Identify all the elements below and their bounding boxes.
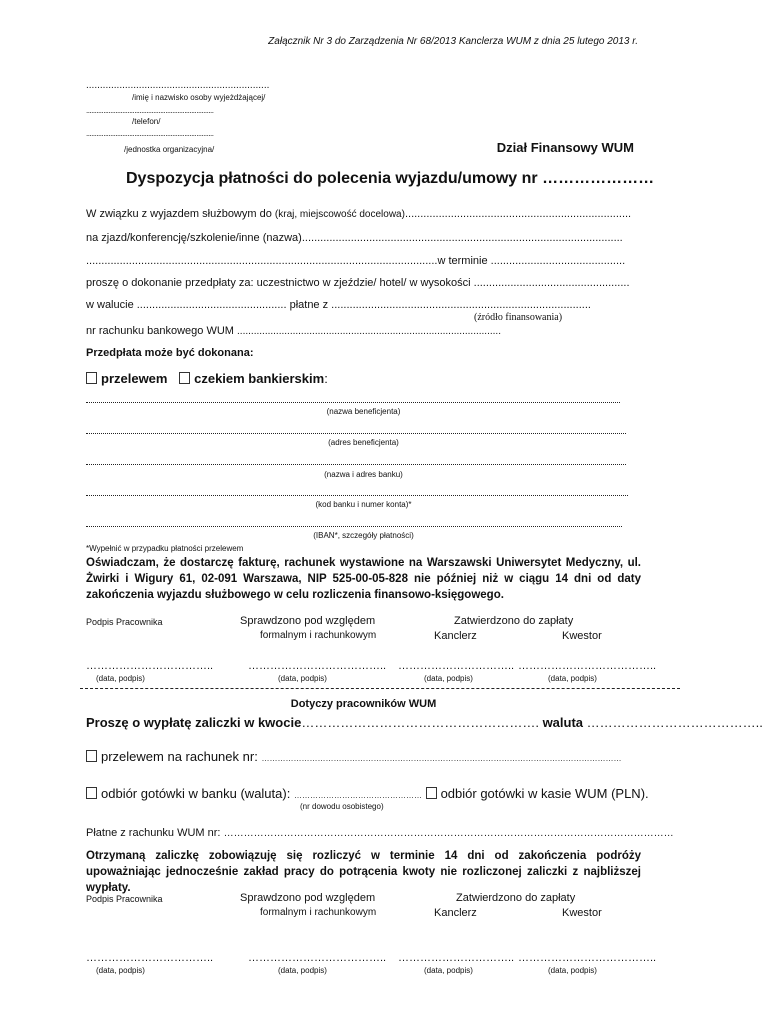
declaration-text: Oświadczam, że dostarczę fakturę, rachunek wystawione na Warszawski Uniwersytet Medyczny, ul. Żwirki i Wigury 61, 02-091 Warszawa, NIP 525-00-05-828 nie później niż w ciągu 14 dni od daty zakończenia wyjazdu służbowego w celu rozliczenia finansowo-księgowego. bbox=[86, 557, 641, 601]
cash-bank-dots[interactable]: ………………………………………… bbox=[293, 791, 422, 800]
cash-line[interactable] bbox=[86, 786, 649, 801]
trip-destination-label: W związku z wyjazdem służbowym do bbox=[86, 208, 272, 220]
bank-account-label: nr rachunku bankowego WUM bbox=[86, 325, 234, 337]
event-name-dots[interactable]: ......................................................................................................... bbox=[301, 232, 623, 244]
currency-label: w walucie bbox=[86, 299, 134, 311]
date-signature-label-2: (data, podpis) bbox=[424, 966, 473, 975]
amount-dots[interactable]: ................................................... bbox=[473, 277, 630, 289]
transfer-option-label: przelewem bbox=[101, 371, 168, 386]
cheque-checkbox[interactable] bbox=[179, 372, 190, 384]
name-label: /imię i nazwisko osoby wyjeżdżającej/ bbox=[132, 93, 266, 102]
bank-name-field[interactable] bbox=[86, 464, 626, 465]
payable-label: płatne z bbox=[289, 299, 329, 311]
beneficiary-name-label: (nazwa beneficjenta) bbox=[326, 407, 401, 416]
cash-wum-label: odbiór gotówki w kasie WUM (PLN) bbox=[440, 786, 646, 801]
approved-label-2: Zatwierdzono do zapłaty bbox=[456, 892, 576, 904]
unit-line[interactable]: .......................................................................... bbox=[86, 129, 214, 138]
wum-account-dots[interactable]: ……………………………………………………………………………………………………………………… bbox=[223, 828, 674, 839]
phone-line[interactable]: .......................................................................... bbox=[86, 106, 214, 115]
transfer-account-checkbox[interactable] bbox=[86, 750, 97, 762]
chancellor-label: Kanclerz bbox=[434, 630, 477, 642]
transfer-account-dots[interactable]: ……………………………………………………………………………………………………………………… bbox=[261, 754, 622, 763]
phone-label: /telefon/ bbox=[132, 117, 161, 126]
section-divider bbox=[80, 688, 680, 689]
employee-signature-dots-2[interactable]: …………………………….. bbox=[86, 952, 214, 964]
advance-label: Proszę o wypłatę zaliczki w kwocie bbox=[86, 715, 302, 730]
trip-line-4[interactable] bbox=[86, 277, 630, 289]
trip-line-3[interactable] bbox=[86, 255, 625, 267]
chancellor-signature-dots[interactable]: ………………………….. bbox=[398, 660, 515, 672]
date-signature-label-2: (data, podpis) bbox=[278, 966, 327, 975]
advance-line[interactable] bbox=[86, 715, 763, 730]
attachment-note: Załącznik Nr 3 do Zarządzenia Nr 68/2013 Kanclerza WUM z dnia 25 lutego 2013 r. bbox=[268, 36, 638, 47]
bank-account-dots[interactable]: ............................................................................................... bbox=[237, 326, 501, 337]
transfer-account-line[interactable] bbox=[86, 749, 621, 764]
checked-label: Sprawdzono pod względem bbox=[240, 615, 376, 627]
date-signature-label: (data, podpis) bbox=[548, 674, 597, 683]
wum-account-label: Płatne z rachunku WUM nr: bbox=[86, 827, 221, 839]
date-signature-label-2: (data, podpis) bbox=[548, 966, 597, 975]
cash-bank-label: odbiór gotówki w banku (waluta): bbox=[101, 786, 291, 801]
employee-signature-label: Podpis Pracownika bbox=[86, 617, 163, 627]
beneficiary-address-field[interactable] bbox=[86, 433, 626, 434]
checked-label-2: Sprawdzono pod względem bbox=[240, 892, 376, 904]
trip-destination-dots[interactable]: .......................................................................... bbox=[404, 208, 632, 220]
cash-wum-checkbox[interactable] bbox=[426, 787, 437, 799]
chancellor-label-2: Kanclerz bbox=[434, 907, 477, 919]
checked-signature-dots[interactable]: ……………………………….. bbox=[248, 660, 387, 672]
quaestor-label-2: Kwestor bbox=[562, 907, 602, 919]
prepay-heading: Przedpłata może być dokonana: bbox=[86, 347, 254, 359]
trip-line-5[interactable] bbox=[86, 299, 591, 311]
checked-sub-label: formalnym i rachunkowym bbox=[260, 630, 377, 641]
prepayment-label: proszę o dokonanie przedpłaty za: uczestnictwo w zjeździe/ hotel/ w wysokości bbox=[86, 277, 471, 289]
trip-line-1[interactable] bbox=[86, 208, 631, 220]
trip-destination-hint: (kraj, miejscowość docelowa) bbox=[274, 209, 405, 220]
beneficiary-name-field[interactable] bbox=[86, 402, 620, 403]
checked-sub-label-2: formalnym i rachunkowym bbox=[260, 907, 377, 918]
advance-currency-label: waluta bbox=[542, 715, 584, 730]
event-name-continuation-dots[interactable]: ................................................................................................................... bbox=[86, 255, 438, 267]
bank-code-label: (kod banku i numer konta)* bbox=[315, 500, 412, 509]
checked-signature-dots-2[interactable]: ……………………………….. bbox=[248, 952, 387, 964]
date-signature-label: (data, podpis) bbox=[424, 674, 473, 683]
iban-label: (IBAN*, szczegóły płatności) bbox=[313, 531, 414, 540]
date-signature-label: (data, podpis) bbox=[278, 674, 327, 683]
document-title: Dyspozycja płatności do polecenia wyjazdu/umowy nr ………………… bbox=[126, 170, 655, 187]
date-signature-label-2: (data, podpis) bbox=[96, 966, 145, 975]
cheque-option-label: czekiem bankierskim bbox=[194, 371, 325, 386]
obligation-text: Otrzymaną zaliczkę zobowiązuję się rozliczyć w terminie 14 dni od zakończenia podróży upoważniając jednocześnie zakład pracy do potrącenia kwoty nie rozliczonej zaliczki z najbliższej wypłaty. bbox=[86, 850, 641, 894]
id-number-hint: (nr dowodu osobistego) bbox=[300, 802, 384, 811]
chancellor-signature-dots-2[interactable]: ………………………….. bbox=[398, 952, 515, 964]
footnote: *Wypełnić w przypadku płatności przelewem bbox=[86, 544, 244, 553]
term-label: w terminie bbox=[437, 255, 488, 267]
employees-heading: Dotyczy pracowników WUM bbox=[290, 698, 437, 710]
approved-label: Zatwierdzono do zapłaty bbox=[454, 615, 574, 627]
iban-field[interactable] bbox=[86, 526, 622, 527]
cheque-option-colon: : bbox=[324, 371, 328, 386]
event-name-label: na zjazd/konferencję/szkolenie/inne (nazwa) bbox=[86, 232, 302, 244]
addressee: Dział Finansowy WUM bbox=[496, 140, 634, 155]
wum-account-line[interactable] bbox=[86, 827, 674, 839]
funding-source-hint: (źródło finansowania) bbox=[474, 312, 563, 323]
cash-wum-dot: . bbox=[645, 786, 649, 801]
quaestor-signature-dots-2[interactable]: ……………………………….. bbox=[518, 952, 657, 964]
unit-label: /jednostka organizacyjna/ bbox=[124, 145, 215, 154]
transfer-account-label: przelewem na rachunek nr: bbox=[101, 749, 258, 764]
payable-dots[interactable]: ..................................................................................... bbox=[331, 299, 591, 311]
prepay-options bbox=[86, 371, 328, 386]
date-signature-label: (data, podpis) bbox=[96, 674, 145, 683]
trip-line-2[interactable] bbox=[86, 232, 623, 244]
quaestor-signature-dots[interactable]: ……………………………….. bbox=[518, 660, 657, 672]
transfer-checkbox[interactable] bbox=[86, 372, 97, 384]
employee-signature-dots[interactable]: …………………………….. bbox=[86, 660, 214, 672]
bank-code-field[interactable] bbox=[86, 495, 628, 496]
name-line[interactable]: .................................................................. bbox=[86, 80, 270, 91]
term-dots[interactable]: ............................................ bbox=[490, 255, 626, 267]
advance-amount-dots[interactable]: ………………………………………………. bbox=[301, 715, 539, 730]
cash-bank-checkbox[interactable] bbox=[86, 787, 97, 799]
advance-currency-dots[interactable]: ………………………………….. bbox=[586, 715, 763, 730]
quaestor-label: Kwestor bbox=[562, 630, 602, 642]
currency-dots[interactable]: ................................................. bbox=[136, 299, 287, 311]
beneficiary-address-label: (adres beneficjenta) bbox=[328, 438, 399, 447]
trip-line-6[interactable] bbox=[86, 325, 501, 337]
employee-signature-label-2: Podpis Pracownika bbox=[86, 894, 163, 904]
bank-name-label: (nazwa i adres banku) bbox=[324, 470, 403, 479]
